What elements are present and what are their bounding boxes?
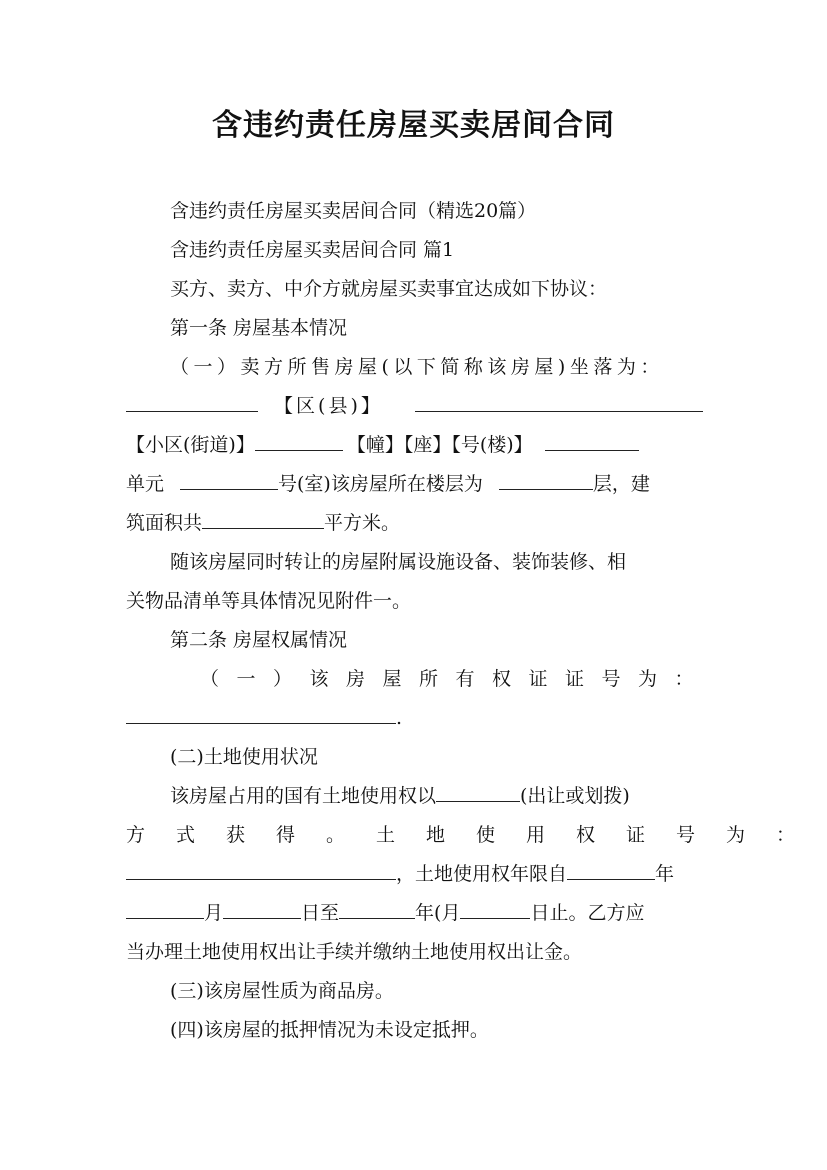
paragraph-line: 买方、卖方、中介方就房屋买卖事宜达成如下协议： [170, 278, 608, 300]
blank-field [415, 393, 703, 412]
blank-field [126, 705, 396, 724]
field-label: ，土地使用权年限自 [396, 863, 568, 885]
field-label: 【小区(街道)】 [126, 434, 255, 456]
paragraph-line: (三)该房屋性质为商品房。 [170, 980, 394, 1002]
form-line [126, 510, 704, 536]
field-label: 年 [655, 863, 675, 885]
blank-field [567, 861, 655, 880]
field-label: 日至 [301, 902, 340, 924]
form-line [126, 705, 704, 731]
field-label: 平方米。 [324, 512, 401, 534]
blank-field [460, 900, 530, 919]
paragraph-line: 关物品清单等具体情况见附件一。 [126, 590, 412, 612]
blank-field [255, 432, 343, 451]
field-label: . [396, 707, 403, 729]
form-line [126, 861, 704, 887]
blank-field [499, 471, 593, 490]
field-label: 【幢】【座】【号(楼)】 [346, 434, 533, 456]
blank-field [436, 783, 520, 802]
field-label: 该房屋占用的国有土地使用权以 [170, 785, 437, 807]
blank-field [126, 393, 258, 412]
section-heading: 含违约责任房屋买卖居间合同 篇1 [170, 239, 455, 261]
field-label: 筑面积共 [126, 512, 203, 534]
blank-field [126, 900, 204, 919]
field-label: 单元 [126, 473, 165, 495]
paragraph-line: 随该房屋同时转让的房屋附属设施设备、装饰装修、相 [170, 551, 627, 573]
field-label: 月 [204, 902, 224, 924]
paragraph-line: 方式获得。土地使用权证号为： [126, 824, 827, 846]
blank-field [545, 432, 639, 451]
blank-field [339, 900, 415, 919]
blank-field [223, 900, 301, 919]
form-line [126, 471, 704, 497]
article-heading: 第二条 房屋权属情况 [170, 629, 348, 651]
form-line [126, 393, 704, 419]
subsection-heading: (二)土地使用状况 [170, 746, 318, 768]
form-line [126, 900, 704, 926]
field-label: 【区(县)】 [274, 395, 383, 417]
blank-field [180, 471, 278, 490]
document-title: 含违约责任房屋买卖居间合同 [212, 108, 615, 143]
field-label: 层，建 [592, 473, 650, 495]
field-label: 号(室)该房屋所在楼层为 [278, 473, 483, 495]
blank-field [126, 861, 396, 880]
field-label: (出让或划拨) [520, 785, 630, 807]
paragraph-line: 当办理土地使用权出让手续并缴纳土地使用权出让金。 [126, 941, 583, 963]
article-heading: 第一条 房屋基本情况 [170, 317, 348, 339]
paragraph-line: （一）该房屋所有权证证号为： [200, 668, 712, 690]
blank-field [202, 510, 324, 529]
form-line [126, 432, 704, 458]
form-line [170, 783, 704, 809]
field-label: 年(月 [415, 902, 461, 924]
paragraph-line: (四)该房屋的抵押情况为未设定抵押。 [170, 1019, 489, 1041]
field-label: 日止。乙方应 [530, 902, 645, 924]
paragraph-line: （一）卖方所售房屋(以下简称该房屋)坐落为： [170, 356, 664, 378]
subtitle-line: 含违约责任房屋买卖居间合同（精选20篇） [170, 200, 537, 222]
